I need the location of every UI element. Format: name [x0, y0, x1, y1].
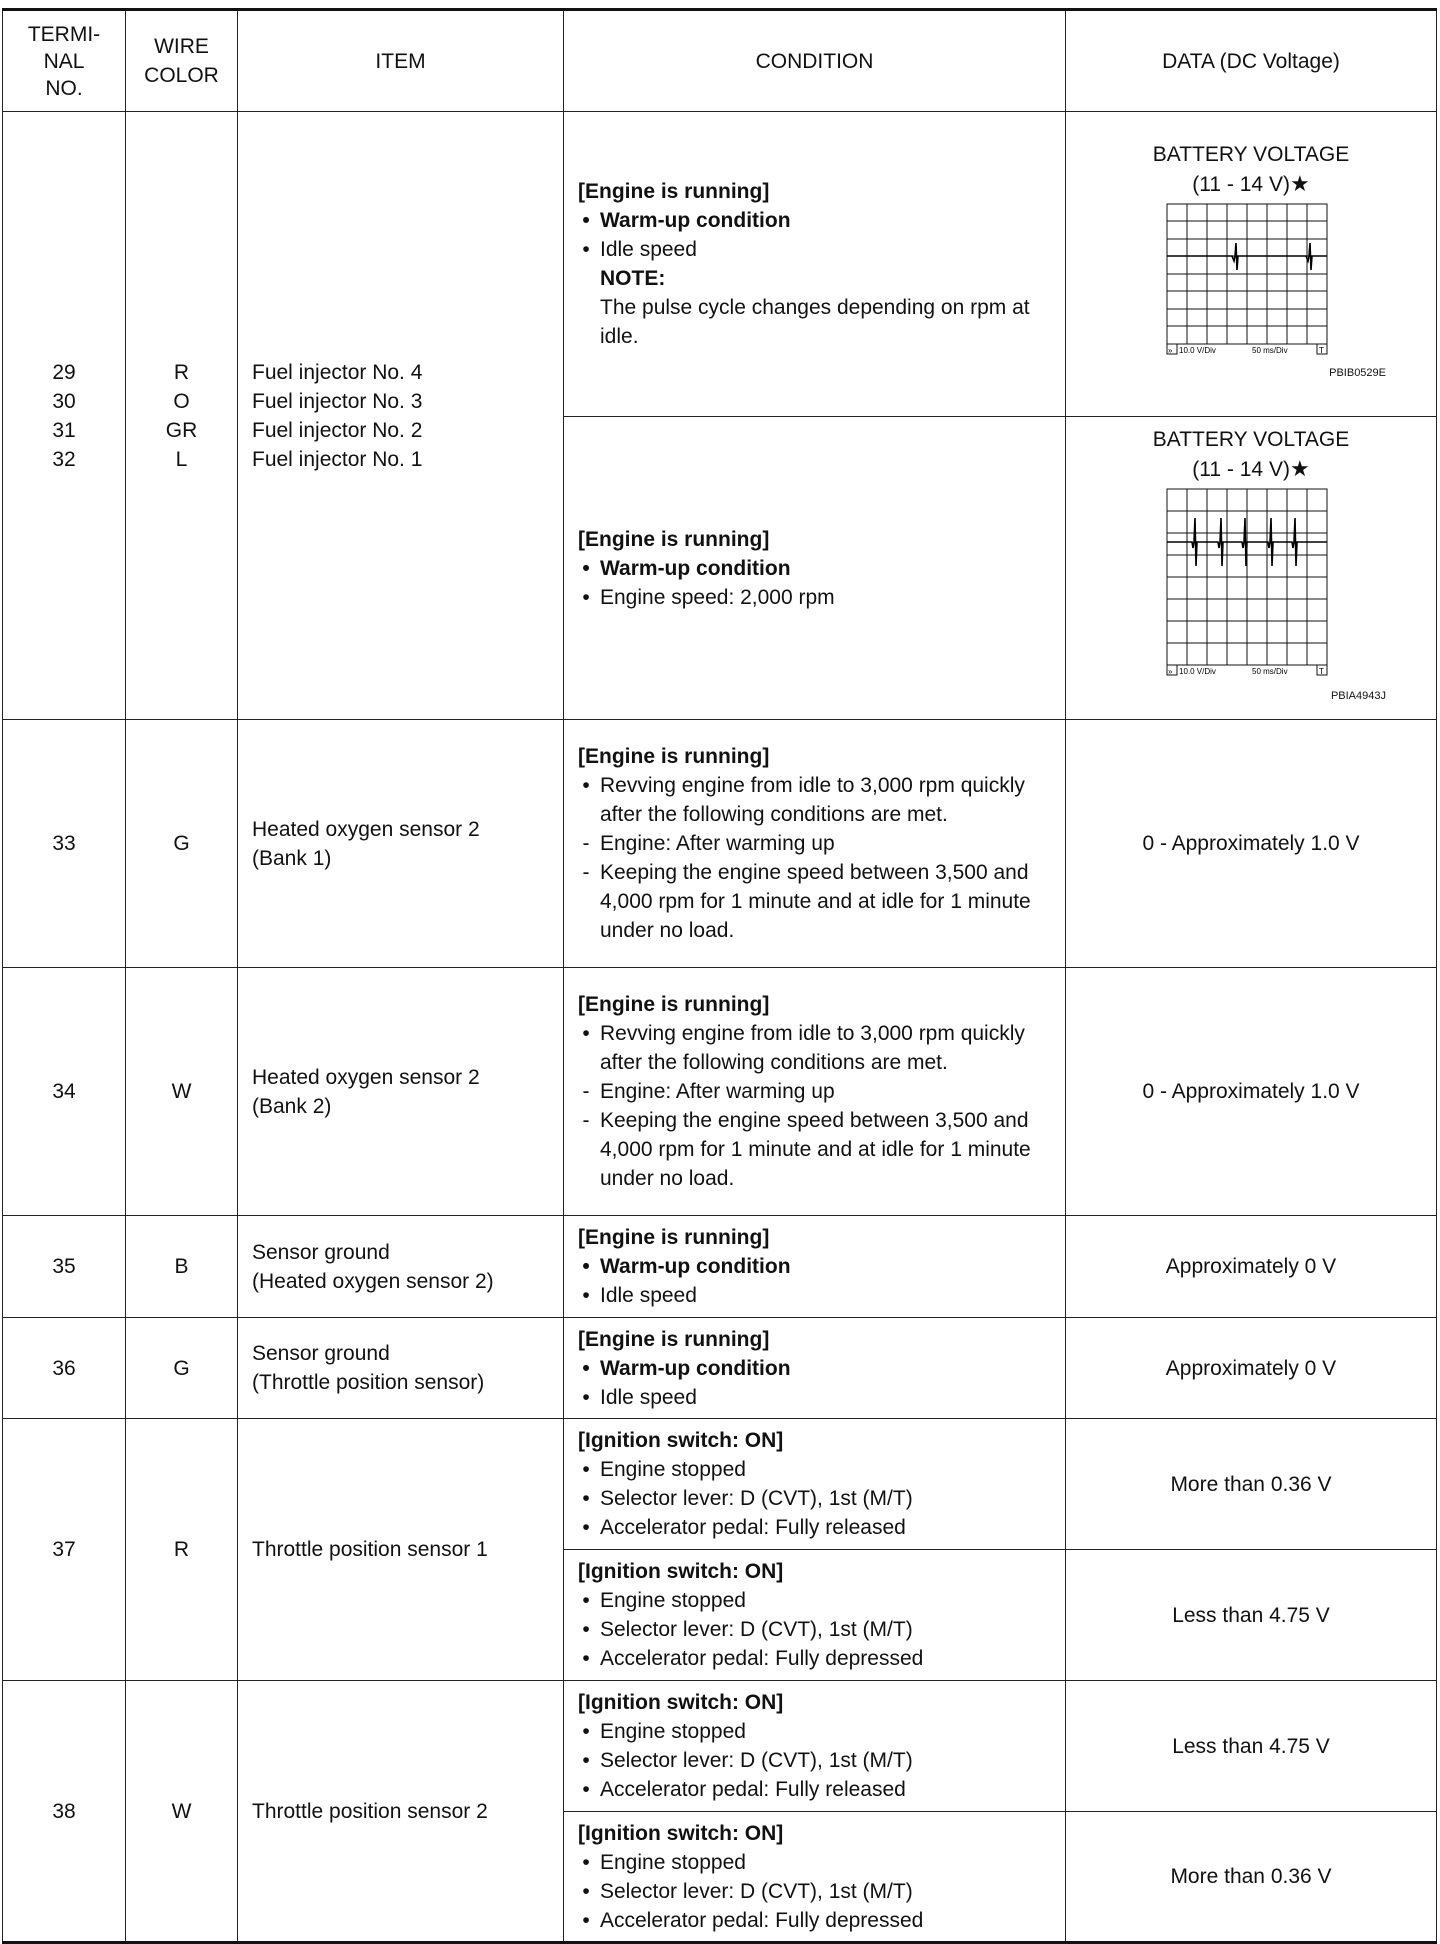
- data-cell: Approximately 0 V: [1066, 1216, 1437, 1318]
- condition-bullet: • Selector lever: D (CVT), 1st (M/T): [582, 1749, 913, 1772]
- table-row: [3, 968, 1437, 1216]
- condition-heading: [Ignition switch: ON]: [578, 1429, 784, 1452]
- header-terminal: TERMI- NAL NO.: [3, 10, 126, 112]
- condition-cell: [564, 1419, 1066, 1550]
- condition-bullet: • Revving engine from idle to 3,000 rpm quickly after the following conditions are met.: [582, 774, 1025, 826]
- svg-text:T: T: [1319, 667, 1324, 676]
- wire-color-cell: G: [126, 1318, 238, 1419]
- note-heading: NOTE:: [600, 267, 666, 290]
- table-row: [3, 1216, 1437, 1318]
- terminal-cell: 38: [3, 1681, 126, 1943]
- condition-bullet: • Selector lever: D (CVT), 1st (M/T): [582, 1618, 913, 1641]
- condition-bullet: • Revving engine from idle to 3,000 rpm quickly after the following conditions are met.: [582, 1022, 1025, 1074]
- condition-bullet: • Idle speed: [582, 238, 697, 261]
- condition-cell: [564, 1318, 1066, 1419]
- note-text: The pulse cycle changes depending on rpm at idle.: [600, 296, 1030, 348]
- wire-color-cell: W: [126, 1681, 238, 1943]
- condition-bullet: • Idle speed: [582, 1284, 697, 1307]
- wire-color-cell: B: [126, 1216, 238, 1318]
- wire-color-cell: R: [126, 1419, 238, 1681]
- condition-bullet: • Accelerator pedal: Fully depressed: [582, 1647, 924, 1670]
- condition-cell: [564, 1681, 1066, 1812]
- condition-dash-item: - Keeping the engine speed between 3,500 and 4,000 rpm for 1 minute and at idle for 1 minute under no load.: [582, 861, 1031, 942]
- condition-bullet: • Warm-up condition: [582, 556, 791, 580]
- star-icon: ★: [1289, 171, 1310, 196]
- condition-heading: [Engine is running]: [578, 527, 770, 551]
- header-row: [3, 10, 1437, 112]
- condition-bullet: • Warm-up condition: [582, 1255, 791, 1278]
- wire-color-cell: G: [126, 720, 238, 968]
- item-cell: [238, 112, 564, 720]
- item-text: Fuel injector No. 1: [252, 447, 423, 471]
- condition-bullet: • Engine stopped: [582, 1589, 746, 1612]
- item-cell: Throttle position sensor 2: [238, 1681, 564, 1943]
- data-cell: Less than 4.75 V: [1066, 1681, 1437, 1812]
- table-row: [3, 1419, 1437, 1550]
- scope-time: 50 ms/Div: [1252, 346, 1288, 355]
- condition-cell: [564, 720, 1066, 968]
- condition-heading: [Ignition switch: ON]: [578, 1560, 784, 1583]
- scope-scale: 10.0 V/Div: [1179, 667, 1216, 676]
- wire-color: GR: [165, 418, 198, 442]
- condition-bullet: • Engine stopped: [582, 1458, 746, 1481]
- condition-heading: [Ignition switch: ON]: [578, 1821, 784, 1845]
- svg-text:»: »: [1168, 667, 1173, 676]
- terminal-cell: [3, 112, 126, 720]
- terminal-number: 32: [52, 447, 76, 471]
- condition-heading: [Ignition switch: ON]: [578, 1691, 784, 1714]
- header-item: ITEM: [238, 10, 564, 112]
- data-cell: [1066, 417, 1437, 720]
- data-cell: More than 0.36 V: [1066, 1812, 1437, 1943]
- data-cell: 0 - Approximately 1.0 V: [1066, 968, 1437, 1216]
- condition-heading: [Engine is running]: [578, 993, 770, 1016]
- condition-bullet: • Accelerator pedal: Fully released: [582, 1778, 906, 1801]
- terminal-cell: 34: [3, 968, 126, 1216]
- condition-dash-item: - Keeping the engine speed between 3,500 and 4,000 rpm for 1 minute and at idle for 1 minute under no load.: [582, 1109, 1031, 1190]
- item-cell: Sensor ground (Heated oxygen sensor 2): [238, 1216, 564, 1318]
- terminal-cell: 36: [3, 1318, 126, 1419]
- oscilloscope-waveform-idle: [1166, 203, 1336, 355]
- condition-bullet: • Accelerator pedal: Fully depressed: [582, 1908, 924, 1932]
- scope-time: 50 ms/Div: [1252, 667, 1288, 676]
- condition-bullet: • Warm-up condition: [582, 209, 791, 232]
- header-wire-color: WIRE COLOR: [126, 10, 238, 112]
- wire-color-cell: W: [126, 968, 238, 1216]
- terminal-data-table: [2, 8, 1437, 1944]
- data-cell: More than 0.36 V: [1066, 1419, 1437, 1550]
- oscilloscope-waveform-2000rpm: [1166, 488, 1336, 678]
- terminal-cell: 37: [3, 1419, 126, 1681]
- item-cell: Heated oxygen sensor 2 (Bank 1): [238, 720, 564, 968]
- condition-bullet: • Engine speed: 2,000 rpm: [582, 585, 835, 609]
- condition-bullet: • Warm-up condition: [582, 1356, 791, 1380]
- header-condition: CONDITION: [564, 10, 1066, 112]
- terminal-number: 31: [52, 418, 76, 442]
- table-row: [3, 1681, 1437, 1812]
- condition-cell: [564, 1550, 1066, 1681]
- voltage-title: BATTERY VOLTAGE: [1152, 428, 1350, 451]
- svg-text:»: »: [1168, 346, 1173, 355]
- wire-color: O: [173, 389, 190, 413]
- item-cell: Throttle position sensor 1: [238, 1419, 564, 1681]
- star-icon: ★: [1289, 456, 1310, 481]
- data-cell: Less than 4.75 V: [1066, 1550, 1437, 1681]
- condition-bullet: • Idle speed: [582, 1385, 697, 1409]
- table-row: [3, 720, 1437, 968]
- terminal-cell: 33: [3, 720, 126, 968]
- condition-bullet: • Accelerator pedal: Fully released: [582, 1516, 906, 1539]
- terminal-cell: 35: [3, 1216, 126, 1318]
- figure-id: PBIA4943J: [1330, 690, 1386, 702]
- terminal-number: 29: [52, 360, 76, 384]
- figure-id: PBIB0529E: [1329, 367, 1386, 379]
- scope-scale: 10.0 V/Div: [1179, 346, 1216, 355]
- condition-heading: [Engine is running]: [578, 1226, 770, 1249]
- condition-dash-item: - Engine: After warming up: [582, 832, 835, 855]
- condition-heading: [Engine is running]: [578, 745, 770, 768]
- voltage-range: (11 - 14 V)★: [1192, 456, 1310, 481]
- header-data: DATA (DC Voltage): [1066, 10, 1437, 112]
- terminal-number: 30: [52, 389, 76, 413]
- data-cell: Approximately 0 V: [1066, 1318, 1437, 1419]
- voltage-range: (11 - 14 V)★: [1192, 171, 1310, 196]
- data-cell: [1066, 112, 1437, 417]
- item-text: Fuel injector No. 2: [252, 418, 423, 442]
- item-cell: Heated oxygen sensor 2 (Bank 2): [238, 968, 564, 1216]
- item-cell: Sensor ground (Throttle position sensor): [238, 1318, 564, 1419]
- condition-bullet: • Selector lever: D (CVT), 1st (M/T): [582, 1487, 913, 1510]
- condition-bullet: • Selector lever: D (CVT), 1st (M/T): [582, 1879, 913, 1903]
- item-text: Fuel injector No. 4: [252, 360, 423, 384]
- condition-cell: [564, 1812, 1066, 1943]
- condition-bullet: • Engine stopped: [582, 1720, 746, 1743]
- condition-cell: [564, 112, 1066, 417]
- condition-dash-item: - Engine: After warming up: [582, 1080, 835, 1103]
- wire-color: L: [175, 447, 188, 471]
- voltage-title: BATTERY VOLTAGE: [1152, 143, 1350, 166]
- table-row: [3, 112, 1437, 417]
- condition-heading: [Engine is running]: [578, 180, 770, 203]
- table-row: [3, 1318, 1437, 1419]
- condition-bullet: • Engine stopped: [582, 1850, 746, 1874]
- condition-cell: [564, 1216, 1066, 1318]
- condition-heading: [Engine is running]: [578, 1327, 770, 1351]
- data-cell: 0 - Approximately 1.0 V: [1066, 720, 1437, 968]
- wire-color-cell: [126, 112, 238, 720]
- wire-color: R: [173, 360, 190, 384]
- svg-text:T: T: [1319, 346, 1324, 355]
- condition-cell: [564, 417, 1066, 720]
- condition-cell: [564, 968, 1066, 1216]
- item-text: Fuel injector No. 3: [252, 389, 423, 413]
